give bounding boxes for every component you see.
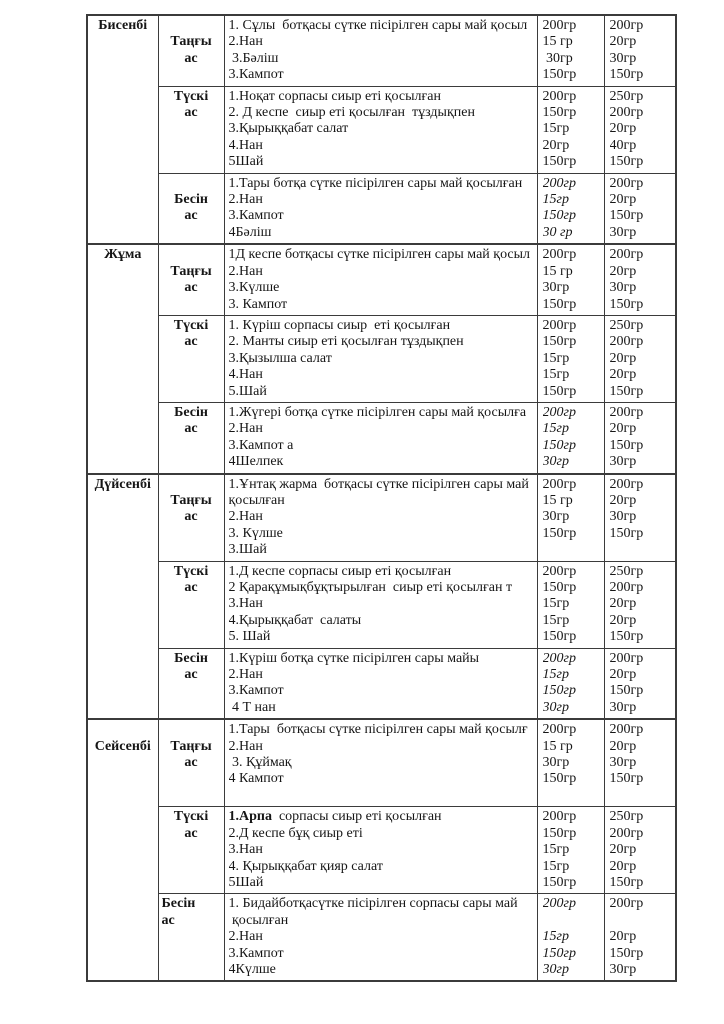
menu-item-line: 1.Тары ботқа сүтке пісірілген сары май қосылған (228, 175, 523, 191)
portion-value: 20гр (609, 367, 637, 383)
portion-value: 30гр (542, 50, 573, 66)
items-cell (224, 173, 537, 244)
menu-item-line: 1.Жүгері ботқа сүтке пісірілген сары май қосылға (228, 404, 527, 420)
portion-value: 30гр (609, 50, 637, 66)
portion-cell-2 (604, 86, 676, 173)
meal-label: Түскі (173, 317, 209, 333)
portion-value: 250гр (609, 809, 644, 825)
menu-item-line: 4.Қырыққабат салаты (228, 612, 362, 628)
menu-item-line: 4.Нан (228, 367, 263, 383)
menu-item-line: 2. Манты сиыр еті қосылған тұздықпен (228, 334, 464, 350)
portion-value: 150гр (609, 771, 644, 787)
portion-value: 15гр (542, 842, 570, 858)
portion-cell-2 (604, 173, 676, 244)
day-cell (87, 244, 158, 473)
menu-item-line: қосылған (228, 492, 285, 508)
menu-row (87, 648, 676, 719)
menu-row (87, 15, 676, 86)
meal-label: ас (184, 105, 198, 121)
portion-cell-2 (604, 648, 676, 719)
portion-cell-1 (537, 894, 604, 982)
portion-value: 150гр (609, 154, 644, 170)
items-cell (224, 315, 537, 402)
portion-cell-2 (604, 315, 676, 402)
portion-cell-1 (537, 86, 604, 173)
meal-label: ас (184, 280, 198, 296)
portion-value: 15гр (542, 612, 570, 628)
portion-value: 150гр (542, 208, 576, 224)
menu-item-line: 2.Д кеспе бұқ сиыр еті (228, 825, 363, 841)
menu-item-line: 5. Шай (228, 629, 271, 645)
portion-value: 20гр (609, 667, 637, 683)
meal-label: Түскі (173, 88, 209, 104)
meal-label: ас (184, 580, 198, 595)
menu-item-line: 4. Қырыққабат қияр салат (228, 858, 383, 874)
menu-item-line: 2 Қарақұмықбұқтырылған сиыр еті қосылған т (228, 580, 513, 595)
menu-item-line: 2.Нан (228, 192, 263, 208)
portion-value: 30гр (609, 454, 637, 470)
meal-label: Таңғы (170, 263, 212, 279)
menu-item-line: 5Шай (228, 154, 264, 170)
menu-item-line: 3.Күлше (228, 280, 280, 296)
portion-value: 200гр (609, 476, 644, 492)
menu-table (86, 14, 677, 982)
items-cell (224, 402, 537, 473)
menu-item-line: 1. Сұлы ботқасы сүтке пісірілген сары май қосыл (228, 18, 528, 33)
portion-value: 30 гр (542, 224, 573, 240)
portion-value: 150гр (542, 525, 577, 541)
menu-item-line (229, 809, 537, 825)
portion-value: 20гр (609, 612, 637, 628)
portion-value: 150гр (542, 67, 577, 83)
portion-value: 15гр (542, 421, 569, 437)
portion-value: 15гр (542, 667, 569, 683)
menu-row (87, 173, 676, 244)
meal-label: ас (184, 50, 198, 66)
portion-value: 200гр (542, 476, 577, 492)
meal-label: Түскі (173, 809, 209, 825)
day-label: Бисенбі (98, 18, 148, 33)
portion-value: 15гр (542, 929, 569, 945)
portion-value: 150гр (609, 383, 644, 399)
portion-value (610, 788, 674, 804)
portion-value: 250гр (609, 317, 644, 333)
meal-label (161, 722, 222, 738)
portion-value: 20гр (609, 929, 637, 945)
portion-value: 30гр (542, 961, 569, 977)
menu-item-line: 2. Д кеспе сиыр еті қосылған тұздықпен (228, 105, 475, 121)
day-cell (87, 719, 158, 981)
menu-item-line: 1. Бидайботқасүтке пісірілген сорпасы сары май (228, 896, 518, 912)
meal-cell (158, 648, 224, 719)
menu-item-line: 2.Нан (228, 667, 263, 683)
portion-value: 150гр (609, 629, 644, 645)
portion-value: 20гр (609, 738, 637, 754)
portion-cell-1 (537, 807, 604, 894)
menu-row (87, 561, 676, 648)
portion-cell-1 (537, 719, 604, 807)
meal-label: ас (184, 755, 198, 771)
menu-item-line: 3.Кампот (228, 945, 284, 961)
meal-label: Таңғы (170, 738, 212, 754)
meal-label: Бесін (161, 896, 196, 912)
meal-cell (158, 719, 224, 807)
menu-item-line: 2.Нан (228, 509, 263, 525)
portion-value: 200гр (609, 247, 644, 263)
portion-cell-2 (604, 244, 676, 315)
portion-value: 15гр (542, 121, 570, 137)
menu-item-line: 3. Кампот (228, 296, 288, 312)
meal-label (161, 176, 222, 192)
menu-item-line: 4Бәліш (228, 224, 272, 240)
portion-value: 150гр (609, 874, 644, 890)
menu-item-line: 1Д кеспе ботқасы сүтке пісірілген сары май қосыл (228, 247, 531, 263)
items-cell (224, 894, 537, 982)
portion-cell-2 (604, 894, 676, 982)
menu-item-line: 2.Нан (228, 738, 263, 754)
portion-value: 200гр (542, 563, 577, 579)
meal-label: Бесін (174, 192, 208, 208)
portion-value: 20гр (609, 492, 637, 508)
portion-value: 200гр (542, 809, 577, 825)
items-cell (224, 86, 537, 173)
menu-item-line: 1.Тары ботқасы сүтке пісірілген сары май қосылғ (228, 722, 528, 738)
portion-cell-2 (604, 807, 676, 894)
portion-cell-2 (604, 561, 676, 648)
portion-value: 15 гр (542, 738, 573, 754)
portion-value: 30гр (542, 454, 569, 470)
portion-value: 250гр (609, 563, 644, 579)
portion-cell-1 (537, 244, 604, 315)
menu-item-line: 3.Бәліш (228, 50, 279, 66)
portion-value: 250гр (609, 88, 644, 104)
portion-value: 200гр (609, 334, 644, 350)
portion-value: 150гр (542, 580, 577, 595)
portion-value: 15 гр (542, 34, 573, 50)
meal-cell (158, 173, 224, 244)
meal-label (161, 247, 222, 263)
portion-value: 150гр (542, 105, 577, 121)
day-label (90, 722, 156, 738)
meal-label: Таңғы (170, 34, 212, 50)
portion-value: 200гр (609, 18, 644, 33)
meal-label: Бесін (174, 650, 208, 666)
portion-value: 15гр (542, 858, 570, 874)
meal-label: Бесін (174, 404, 208, 420)
portion-cell-2 (604, 402, 676, 473)
portion-value: 150гр (609, 945, 644, 961)
portion-value: 30гр (542, 509, 570, 525)
portion-value: 15гр (542, 350, 570, 366)
menu-item-line: 3.Кампот а (228, 437, 294, 453)
meal-cell (158, 244, 224, 315)
items-cell (224, 474, 537, 562)
meal-label: ас (184, 208, 198, 224)
menu-item-line: 3.Кампот (228, 208, 284, 224)
menu-item-line: қосылған (228, 912, 289, 928)
menu-item-line: 4 Т нан (228, 699, 276, 715)
items-cell (224, 807, 537, 894)
portion-value: 200гр (609, 580, 644, 595)
menu-item-line: 3. Құймақ (228, 755, 292, 771)
portion-cell-2 (604, 15, 676, 86)
day-cell (87, 15, 158, 244)
portion-value: 20гр (609, 421, 637, 437)
portion-value: 20гр (609, 192, 637, 208)
portion-value: 20гр (609, 596, 637, 612)
day-label: Жұма (104, 247, 142, 263)
menu-item-line: 2.Нан (228, 34, 263, 50)
portion-value: 20гр (609, 350, 637, 366)
portion-value: 200гр (609, 404, 644, 420)
portion-value (543, 913, 602, 929)
portion-value: 15 гр (542, 492, 573, 508)
portion-value: 150гр (609, 437, 644, 453)
portion-value: 30гр (609, 755, 637, 771)
portion-value: 30гр (542, 280, 570, 296)
menu-item-line: 3.Кампот (228, 67, 284, 83)
meal-cell (158, 894, 224, 982)
portion-value (543, 542, 602, 558)
portion-cell-1 (537, 173, 604, 244)
meal-label (161, 18, 222, 34)
menu-row (87, 315, 676, 402)
portion-value: 30гр (542, 755, 570, 771)
items-cell (224, 719, 537, 807)
portion-value: 150гр (609, 208, 644, 224)
portion-value (543, 788, 602, 804)
portion-value: 30гр (609, 224, 637, 240)
items-cell (224, 561, 537, 648)
portion-value: 200гр (542, 722, 577, 738)
portion-value: 200гр (542, 404, 576, 420)
portion-value: 200гр (542, 317, 577, 333)
portion-value: 200гр (542, 175, 576, 191)
portion-value: 15гр (542, 596, 570, 612)
portion-value: 150гр (542, 437, 576, 453)
meal-label: ас (184, 334, 198, 350)
meal-label: ас (184, 421, 198, 437)
portion-value: 20гр (609, 263, 637, 279)
portion-value: 150гр (542, 383, 577, 399)
portion-value: 200гр (609, 175, 644, 191)
items-cell (224, 244, 537, 315)
menu-row (87, 244, 676, 315)
meal-label (161, 477, 222, 493)
menu-item-line: 5Шай (228, 874, 264, 890)
meal-label: ас (161, 912, 175, 928)
menu-item-line: 4.Нан (228, 137, 263, 153)
menu-item-line: 1.Ұнтақ жарма ботқасы сүтке пісірілген сары май (228, 476, 529, 492)
portion-value: 20гр (609, 858, 637, 874)
meal-label: Таңғы (170, 492, 212, 508)
meal-label: ас (184, 825, 198, 841)
menu-row (87, 474, 676, 562)
portion-value: 150гр (609, 296, 644, 312)
portion-value: 200гр (542, 88, 577, 104)
portion-value: 30гр (542, 699, 569, 715)
portion-value: 150гр (609, 67, 644, 83)
menu-item-line: 1. Күріш сорпасы сиыр еті қосылған (228, 317, 451, 333)
menu-row (87, 402, 676, 473)
menu-item-line: 5.Шай (228, 383, 267, 399)
portion-value (610, 913, 674, 929)
items-cell (224, 15, 537, 86)
menu-item-line: 1.Күріш ботқа сүтке пісірілген сары майы (228, 650, 480, 666)
portion-cell-2 (604, 474, 676, 562)
meal-cell (158, 474, 224, 562)
portion-value: 150гр (609, 525, 644, 541)
portion-value: 150гр (542, 945, 576, 961)
portion-value: 15 гр (542, 263, 573, 279)
meal-cell (158, 315, 224, 402)
menu-item-line: 3. Күлше (228, 525, 283, 541)
portion-value: 200гр (609, 105, 644, 121)
menu-row (87, 86, 676, 173)
menu-item-line: 2.Нан (228, 263, 263, 279)
portion-value: 20гр (542, 137, 570, 153)
menu-item-line: 3.Қырыққабат салат (228, 121, 349, 137)
portion-value: 200гр (609, 896, 644, 912)
portion-value: 150гр (609, 683, 644, 699)
portion-value: 200гр (609, 650, 644, 666)
portion-value: 200гр (542, 650, 576, 666)
portion-cell-1 (537, 402, 604, 473)
items-cell (224, 648, 537, 719)
portion-value: 150гр (542, 874, 577, 890)
menu-item-line: 3.Нан (228, 596, 263, 612)
portion-value: 30гр (609, 961, 637, 977)
portion-value: 150гр (542, 296, 577, 312)
menu-row (87, 894, 676, 982)
portion-cell-1 (537, 561, 604, 648)
menu-item-line: 3.Нан (228, 842, 263, 858)
portion-cell-2 (604, 719, 676, 807)
portion-value: 30гр (609, 280, 637, 296)
portion-value: 20гр (609, 34, 637, 50)
portion-value: 200гр (609, 825, 644, 841)
portion-value: 15гр (542, 367, 570, 383)
menu-item-line: 2.Нан (228, 929, 263, 945)
meal-label: ас (184, 509, 198, 525)
portion-cell-1 (537, 15, 604, 86)
meal-cell (158, 86, 224, 173)
meal-cell (158, 807, 224, 894)
portion-value: 40гр (609, 137, 637, 153)
portion-value: 200гр (609, 722, 644, 738)
menu-item-line: 1.Д кеспе сорпасы сиыр еті қосылған (228, 563, 452, 579)
portion-value: 150гр (542, 334, 577, 350)
portion-value: 150гр (542, 154, 577, 170)
menu-item-line (229, 788, 537, 804)
menu-item-line: 4Күлше (228, 961, 276, 977)
portion-value: 150гр (542, 771, 577, 787)
portion-value: 200гр (542, 896, 576, 912)
menu-row (87, 807, 676, 894)
meal-cell (158, 561, 224, 648)
portion-value: 30гр (609, 699, 637, 715)
menu-item-line: 2.Нан (228, 421, 263, 437)
meal-label: ас (184, 667, 198, 683)
portion-cell-1 (537, 315, 604, 402)
menu-item-line: 3.Кампот (228, 683, 284, 699)
menu-item-line: 4Шелпек (228, 454, 284, 470)
portion-value: 20гр (609, 842, 637, 858)
menu-item-line: 4 Кампот (228, 771, 284, 787)
portion-value (610, 542, 674, 558)
item-text: сорпасы сиыр еті қосылған (271, 809, 442, 825)
item-text-bold: 1.Арпа (228, 809, 272, 825)
portion-value: 150гр (542, 629, 577, 645)
portion-value: 15гр (542, 192, 569, 208)
portion-value: 150гр (542, 683, 576, 699)
portion-value: 150гр (542, 825, 577, 841)
portion-cell-1 (537, 474, 604, 562)
day-cell (87, 474, 158, 720)
meal-label: Түскі (173, 563, 209, 579)
menu-row (87, 719, 676, 807)
portion-cell-1 (537, 648, 604, 719)
meal-cell (158, 402, 224, 473)
day-label: Сейсенбі (94, 738, 151, 754)
day-label: Дүйсенбі (94, 476, 151, 492)
portion-value: 30гр (609, 509, 637, 525)
menu-item-line: 1.Ноқат сорпасы сиыр еті қосылған (228, 88, 441, 104)
menu-item-line: 3.Шай (228, 542, 267, 558)
portion-value: 20гр (609, 121, 637, 137)
meal-cell (158, 15, 224, 86)
portion-value: 200гр (542, 18, 577, 33)
portion-value: 200гр (542, 247, 577, 263)
menu-item-line: 3.Қызылша салат (228, 350, 332, 366)
